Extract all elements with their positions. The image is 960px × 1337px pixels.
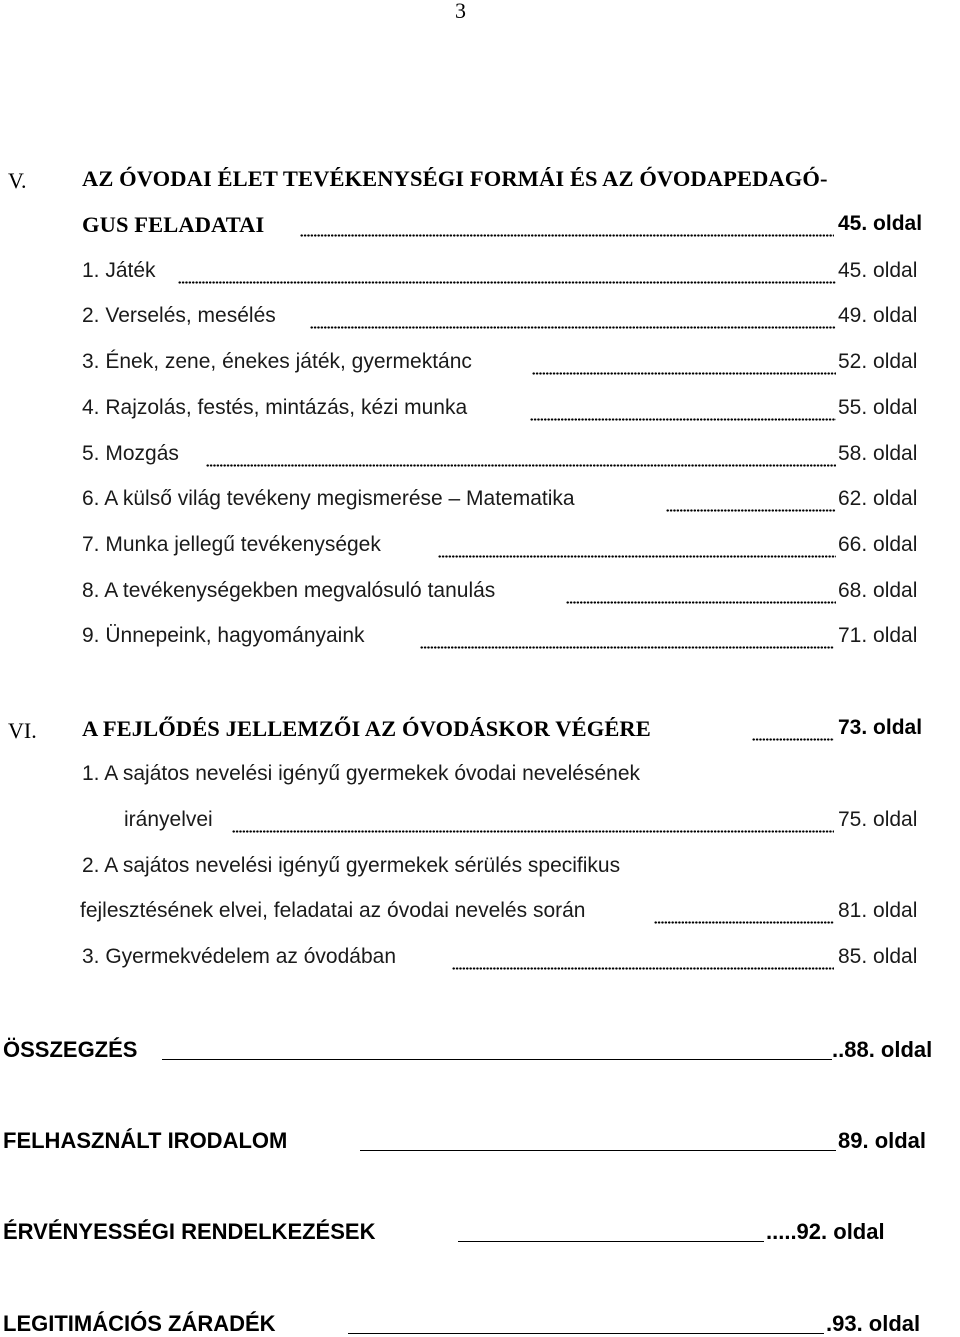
dot-leader xyxy=(530,418,836,424)
dot-leader xyxy=(232,830,834,836)
section-vi-numeral: VI. xyxy=(8,718,37,743)
toc-item-6: 6. A külső világ tevékeny megismerése – Matematika xyxy=(82,487,575,510)
toc-item-5: 5. Mozgás xyxy=(82,442,179,465)
dot-leader xyxy=(438,555,836,561)
dot-leader xyxy=(654,921,834,927)
toc-item-9: 9. Ünnepeink, hagyományaink xyxy=(82,624,365,647)
toc-item-3: 3. Ének, zene, énekes játék, gyermektánc xyxy=(82,350,472,373)
toc-bibliography-title: FELHASZNÁLT IRODALOM xyxy=(3,1128,288,1153)
section-vi-title: A FEJLŐDÉS JELLEMZŐI AZ ÓVODÁSKOR VÉGÉRE xyxy=(82,716,651,741)
toc-legitimation-title: LEGITIMÁCIÓS ZÁRADÉK xyxy=(3,1311,276,1336)
page-number: 3 xyxy=(455,0,466,23)
toc-item-1: 1. Játék xyxy=(82,259,156,282)
toc-item-4-page: 55. oldal xyxy=(838,396,918,419)
toc-summary-title: ÖSSZEGZÉS xyxy=(3,1037,138,1062)
toc-item-2: 2. Verselés, mesélés xyxy=(82,304,276,327)
leader-rule xyxy=(162,1059,832,1060)
dot-leader xyxy=(310,326,836,332)
dot-leader xyxy=(752,738,834,744)
toc-bibliography-page: 89. oldal xyxy=(838,1128,927,1153)
dot-leader xyxy=(452,967,834,973)
dot-leader xyxy=(178,281,836,287)
dot-leader xyxy=(420,646,834,652)
section-v-title-line1: AZ ÓVODAI ÉLET TEVÉKENYSÉGI FORMÁI ÉS AZ ÓVODAPEDAGÓ- xyxy=(82,166,828,191)
toc-legitimation-page: .93. oldal xyxy=(826,1311,921,1336)
toc-item-1-page: 45. oldal xyxy=(838,259,918,282)
dot-leader xyxy=(666,509,836,515)
toc-validity-title: ÉRVÉNYESSÉGI RENDELKEZÉSEK xyxy=(3,1219,376,1244)
toc-item-7-page: 66. oldal xyxy=(838,533,918,556)
section-vi-page: 73. oldal xyxy=(838,716,923,739)
dot-leader xyxy=(206,464,836,470)
toc-item-6-page: 62. oldal xyxy=(838,487,918,510)
toc-vi-item-1-line2: irányelvei xyxy=(124,808,213,831)
toc-item-7: 7. Munka jellegű tevékenységek xyxy=(82,533,381,556)
toc-vi-item-1-line1: 1. A sajátos nevelési igényű gyermekek óvodai nevelésének xyxy=(82,762,641,785)
section-v-title-line2: GUS FELADATAI xyxy=(82,212,265,237)
toc-vi-item-3: 3. Gyermekvédelem az óvodában xyxy=(82,945,397,968)
toc-item-4: 4. Rajzolás, festés, mintázás, kézi munka xyxy=(82,396,468,419)
toc-item-9-page: 71. oldal xyxy=(838,624,918,647)
section-v-page: 45. oldal xyxy=(838,212,923,235)
toc-item-8: 8. A tevékenységekben megvalósuló tanulás xyxy=(82,579,496,602)
dot-leader xyxy=(566,601,836,607)
leader-rule xyxy=(360,1150,836,1151)
toc-item-3-page: 52. oldal xyxy=(838,350,918,373)
toc-item-2-page: 49. oldal xyxy=(838,304,918,327)
dot-leader xyxy=(300,234,834,240)
dot-leader xyxy=(532,372,836,378)
toc-item-8-page: 68. oldal xyxy=(838,579,918,602)
toc-validity-page: .....92. oldal xyxy=(766,1219,885,1244)
leader-rule xyxy=(458,1241,764,1242)
toc-vi-item-2-line2: fejlesztésének elvei, feladatai az óvodai nevelés során xyxy=(80,899,586,922)
toc-vi-item-2-line1: 2. A sajátos nevelési igényű gyermekek sérülés specifikus xyxy=(82,854,621,877)
toc-summary-page: ..88. oldal xyxy=(832,1037,933,1062)
toc-vi-item-2-page: 81. oldal xyxy=(838,899,918,922)
toc-item-5-page: 58. oldal xyxy=(838,442,918,465)
toc-vi-item-1-page: 75. oldal xyxy=(838,808,918,831)
toc-vi-item-3-page: 85. oldal xyxy=(838,945,918,968)
section-v-numeral: V. xyxy=(8,168,27,193)
